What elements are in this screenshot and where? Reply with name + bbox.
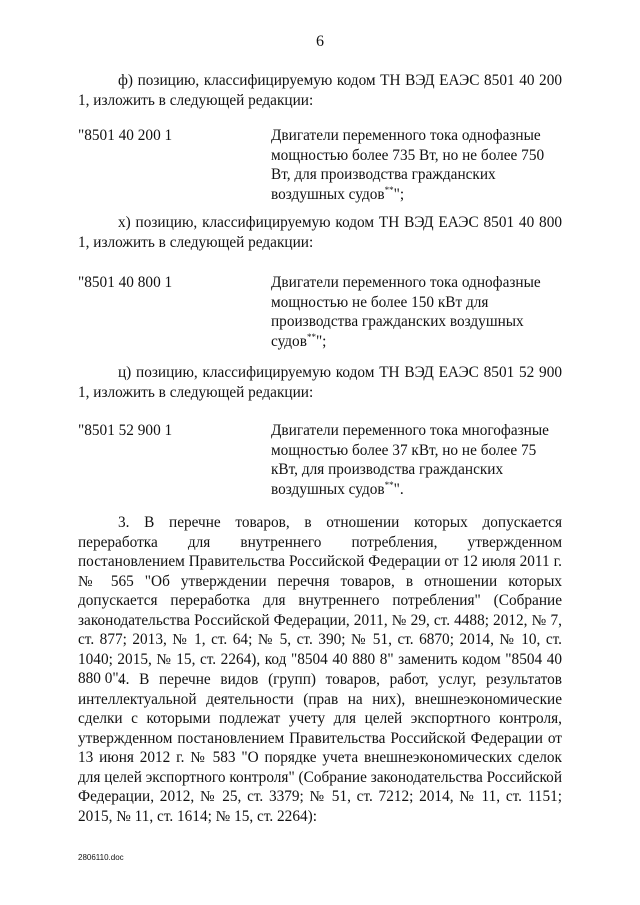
item-ts-desc — [271, 421, 551, 499]
item-f-desc — [271, 126, 551, 204]
item-kh-desc — [271, 273, 551, 351]
item-ts-tail: ". — [393, 480, 404, 498]
item-f-code: "8501 40 200 1 — [78, 127, 173, 144]
item-f-footnote-mark: ** — [384, 184, 394, 195]
item-kh-intro: х) позицию, классифицируемую кодом ТН ВЭД ЕАЭС 8501 40 800 1, изложить в следующей редакции: — [78, 214, 562, 251]
item-f-intro: ф) позицию, классифицируемую кодом ТН ВЭД ЕАЭС 8501 40 200 1, изложить в следующей редакции: — [78, 72, 562, 109]
item-ts-intro: ц) позицию, классифицируемую кодом ТН ВЭД ЕАЭС 8501 52 900 1, изложить в следующей редакции: — [78, 364, 562, 401]
item-f-desc-text: Двигатели переменного тока однофазные мощностью более 735 Вт, но не более 750 Вт, для производства гражданских воздушных судов — [271, 127, 545, 203]
item-ts-footnote-mark: ** — [384, 479, 394, 490]
item-ts-code: "8501 52 900 1 — [78, 422, 173, 439]
item-kh-code: "8501 40 800 1 — [78, 274, 173, 291]
item-ts-desc-text: Двигатели переменного тока многофазные мощностью более 37 кВт, но не более 75 кВт, для производства гражданских воздушных судов — [271, 422, 549, 498]
item-kh-desc-text: Двигатели переменного тока однофазные мощностью не более 150 кВт для производства гражданских воздушных судов — [271, 274, 541, 350]
page-number: 6 — [316, 33, 324, 50]
item-kh-footnote-mark: ** — [306, 331, 316, 342]
item-kh-tail: "; — [315, 332, 327, 350]
item-f-tail: "; — [393, 185, 405, 203]
paragraph-3: 3. В перечне товаров, в отношении которых допускается переработка для внутреннего потребления, утвержденном постановлением Правительства Российской Федерации от 12 июля 2011 г. № 565 "Об утверждении перечня товаров, в отношении которых допускается переработка для внутреннего потребления" (Собрание законодательства Российской Федерации, 2011, № 29, ст. 4488; 2012, № 7, ст. 877; 2013, № 1, ст. 64; № 5, ст. 390; № 51, ст. 6870; 2014, № 10, ст. 1040; 2015, № 15, ст. 2264), код "8504 40 880 8" заменить кодом "8504 40 880 0". — [78, 514, 562, 687]
paragraph-4: 4. В перечне видов (групп) товаров, работ, услуг, результатов интеллектуальной деятельности (прав на них), внешнеэкономические сделки с которыми подлежат учету для целей экспортного контроля, утвержденном постановлением Правительства Российской Федерации от 13 июня 2012 г. № 583 "О порядке учета внешнеэкономических сделок для целей экспортного контроля" (Собрание законодательства Российской Федерации, 2012, № 25, ст. 3379; № 51, ст. 7212; 2014, № 11, ст. 1151; 2015, № 11, ст. 1614; № 15, ст. 2264): — [78, 671, 562, 825]
footer-filename: 2806110.doc — [78, 853, 124, 862]
